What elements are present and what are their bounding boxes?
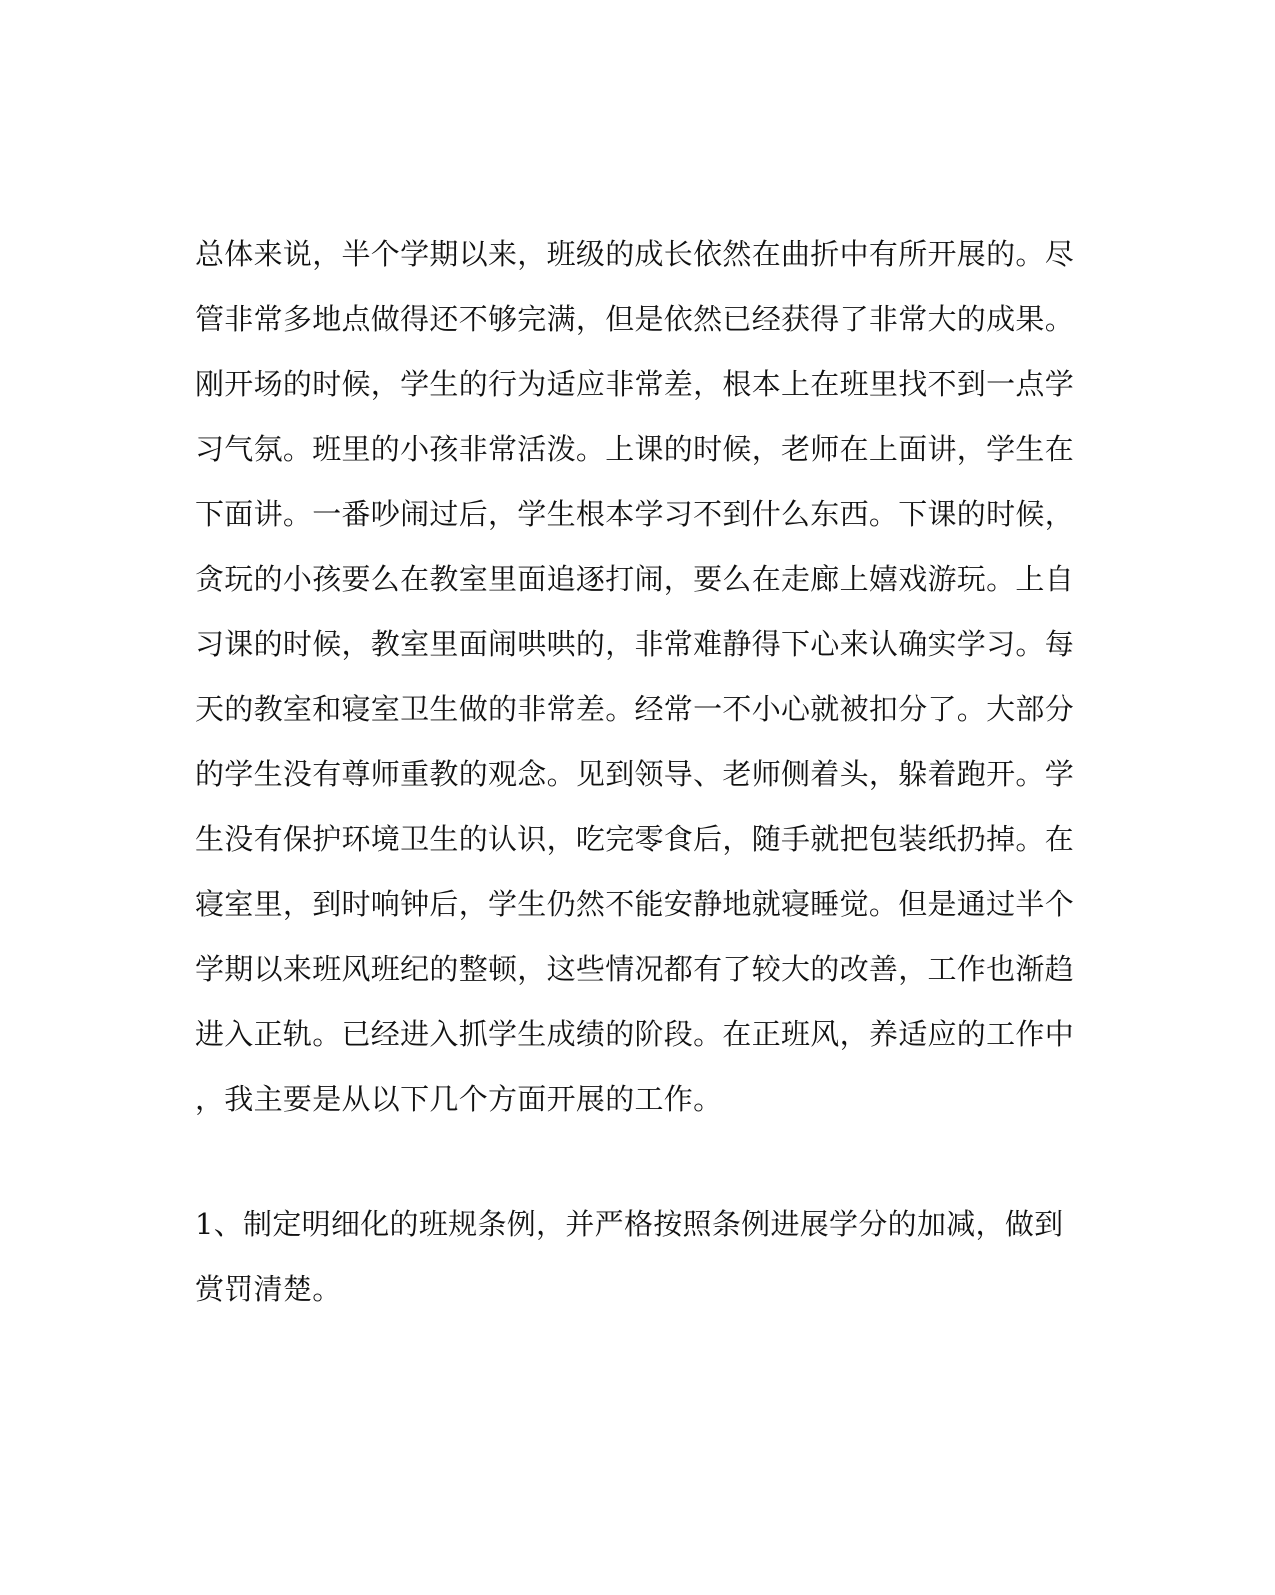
text-line: 刚开场的时候，学生的行为适应非常差，根本上在班里找不到一点学 [195,367,1075,401]
text-line: 学期以来班风班纪的整顿，这些情况都有了较大的改善，工作也渐趋 [195,952,1075,986]
text-line: 贪玩的小孩要么在教室里面追逐打闹，要么在走廊上嬉戏游玩。上自 [195,562,1075,596]
text-line: 总体来说，半个学期以来，班级的成长依然在曲折中有所开展的。尽 [195,237,1075,271]
document-body [195,222,1075,1322]
paragraph-summary [195,222,1075,1132]
paragraph-gap [195,1132,1065,1192]
text-line: 寝室里，到时响钟后，学生仍然不能安静地就寝睡觉。但是通过半个 [195,887,1075,921]
text-line: 习气氛。班里的小孩非常活泼。上课的时候，老师在上面讲，学生在 [195,432,1075,466]
text-line: 习课的时候，教室里面闹哄哄的，非常难静得下心来认确实学习。每 [195,627,1075,661]
text-line: 生没有保护环境卫生的认识，吃完零食后，随手就把包装纸扔掉。在 [195,822,1075,856]
text-line: 天的教室和寝室卫生做的非常差。经常一不小心就被扣分了。大部分 [195,692,1075,726]
text-line: ，我主要是从以下几个方面开展的工作。 [195,1082,723,1116]
text-line: 进入正轨。已经进入抓学生成绩的阶段。在正班风，养适应的工作中 [195,1017,1075,1051]
text-line: 1、制定明细化的班规条例，并严格按照条例进展学分的加减，做到 [195,1207,1064,1241]
text-line: 的学生没有尊师重教的观念。见到领导、老师侧着头，躲着跑开。学 [195,757,1075,791]
text-line: 赏罚清楚。 [195,1272,342,1306]
text-line: 管非常多地点做得还不够完满，但是依然已经获得了非常大的成果。 [195,302,1075,336]
text-line: 下面讲。一番吵闹过后，学生根本学习不到什么东西。下课的时候， [195,497,1075,531]
paragraph-item-1 [195,1192,1065,1322]
